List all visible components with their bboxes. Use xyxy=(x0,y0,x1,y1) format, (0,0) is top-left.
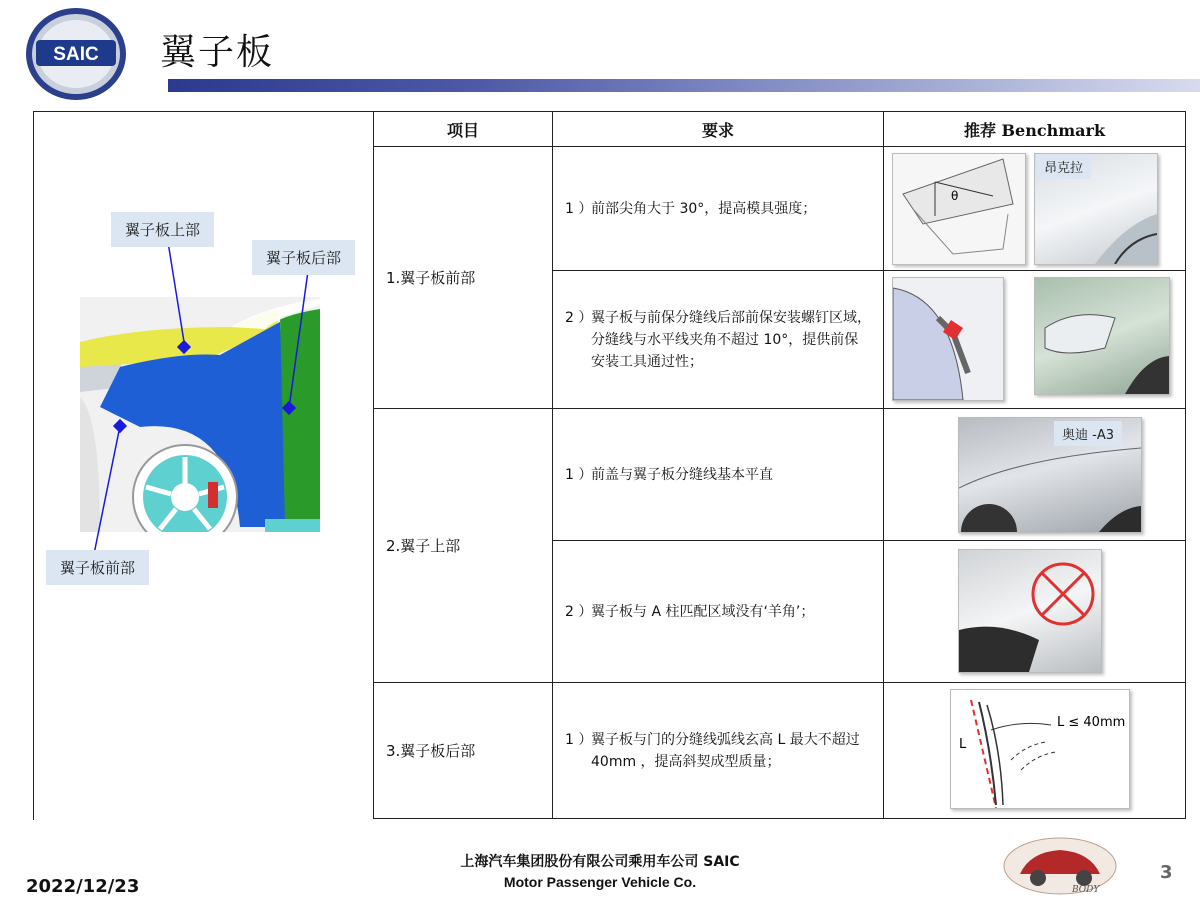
header-benchmark: 推荐 Benchmark xyxy=(884,112,1186,147)
table-row xyxy=(374,683,1186,819)
footer-date: 2022/12/23 xyxy=(26,876,140,897)
company-name-en: Motor Passenger Vehicle Co. xyxy=(503,874,697,890)
requirement-cell xyxy=(553,409,884,541)
requirements-table xyxy=(373,111,1186,819)
req-number: 1 ） xyxy=(565,731,593,748)
benchmark-photo-a-pillar xyxy=(958,549,1102,673)
table-row xyxy=(374,409,1186,541)
body-team-badge xyxy=(1000,826,1120,898)
req-number: 1 ） xyxy=(565,466,593,483)
marker-rear xyxy=(282,401,296,415)
page-title: 翼子板 xyxy=(160,32,275,73)
req-number: 2 ） xyxy=(565,603,593,620)
title-divider-bar xyxy=(168,79,1200,92)
tag-fender-front: 翼子板前部 xyxy=(46,550,149,585)
bumper-tool-sketch xyxy=(892,277,1004,401)
label-encore: 昂克拉 xyxy=(1036,154,1091,179)
requirement-cell xyxy=(553,147,884,271)
footer-company xyxy=(430,852,770,892)
badge-text: BODY xyxy=(1072,885,1100,895)
marker-front xyxy=(113,419,127,433)
sketch-label-max: L ≤ 40mm xyxy=(1057,715,1126,730)
req-text: 前盖与翼子板分缝线基本平直 xyxy=(591,466,773,483)
req-number: 2 ） xyxy=(565,309,593,326)
benchmark-cell xyxy=(884,683,1186,819)
benchmark-cell xyxy=(884,409,1186,541)
benchmark-photo-headlight xyxy=(1034,277,1170,395)
item-cell: 1.翼子板前部 xyxy=(374,147,553,409)
saic-logo xyxy=(24,6,128,102)
req-text: 翼子板与门的分缝线弧线玄高 L 最大不超过 40mm ，提高斜契成型质量； xyxy=(591,731,860,770)
benchmark-cell xyxy=(884,271,1186,409)
req-text: 前部尖角大于 30°，提高模具强度； xyxy=(591,200,817,217)
table-row xyxy=(374,147,1186,271)
header-item: 项目 xyxy=(374,112,553,147)
req-number: 1 ） xyxy=(565,200,593,217)
arc-height-sketch xyxy=(950,689,1130,809)
req-text: 翼子板与 A 柱匹配区域没有‘羊角’； xyxy=(591,603,815,620)
theta-label: θ xyxy=(951,189,959,203)
company-name-cn: 上海汽车集团股份有限公司乘用车公司 SAIC xyxy=(460,854,740,870)
requirement-cell xyxy=(553,683,884,819)
requirement-cell xyxy=(553,541,884,683)
fender-tip-sketch xyxy=(892,153,1026,265)
item-cell: 3.翼子板后部 xyxy=(374,683,553,819)
fender-overview-panel xyxy=(33,111,375,820)
label-audi-a3: 奥迪 -A3 xyxy=(1054,421,1122,446)
logo-text: SAIC xyxy=(53,44,99,65)
marker-upper xyxy=(177,340,191,354)
table-header-row xyxy=(374,112,1186,147)
item-cell: 2.翼子上部 xyxy=(374,409,553,683)
header-requirement: 要求 xyxy=(553,112,884,147)
req-text: 翼子板与前保分缝线后部前保安装螺钉区域，分缝线与水平线夹角不超过 10°，提供前保安装工具通过性； xyxy=(591,309,871,370)
requirement-cell xyxy=(553,271,884,409)
page-number: 3 xyxy=(1160,862,1173,883)
tag-fender-upper: 翼子板上部 xyxy=(111,212,214,247)
benchmark-cell xyxy=(884,541,1186,683)
sketch-label-l: L xyxy=(959,737,967,752)
tag-fender-rear: 翼子板后部 xyxy=(252,240,355,275)
benchmark-cell xyxy=(884,147,1186,271)
